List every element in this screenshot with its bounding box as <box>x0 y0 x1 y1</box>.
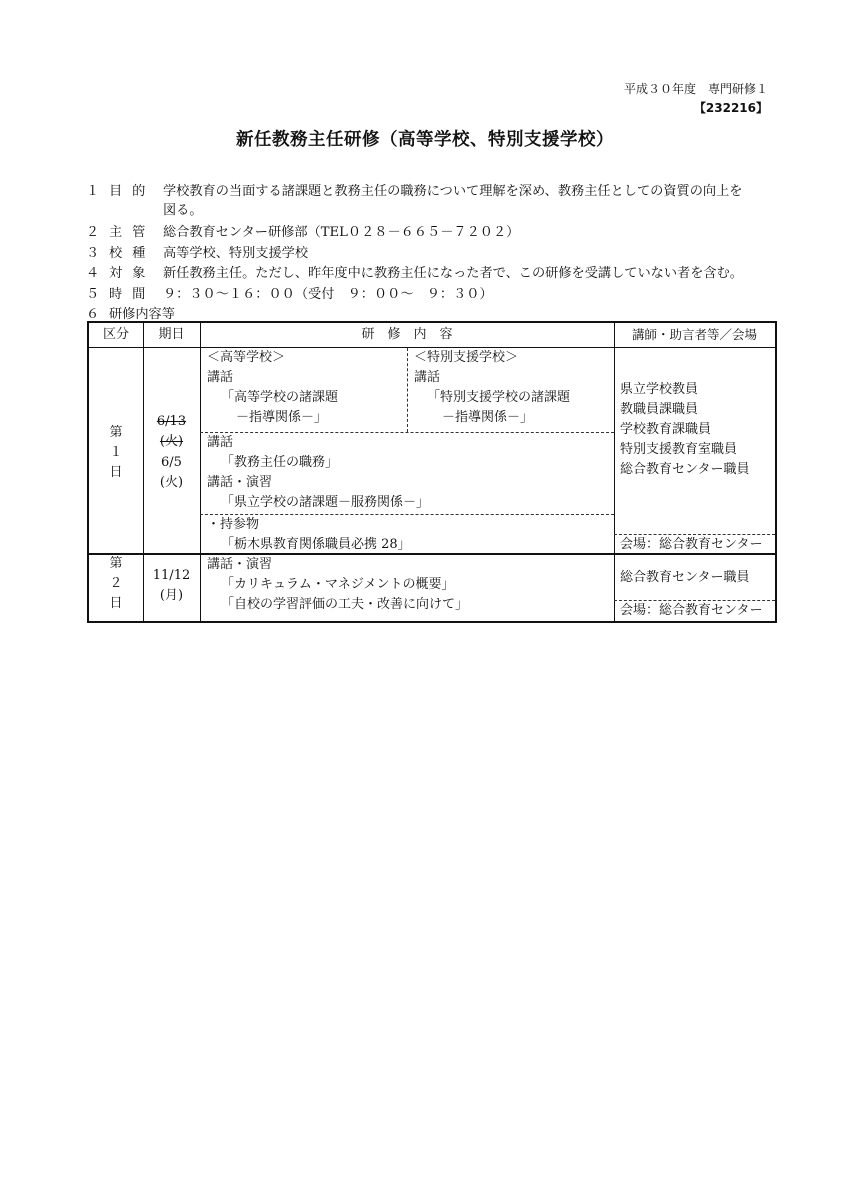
header-date: 期日 <box>158 327 185 342</box>
special-school-title: 「特別支援学校の諸課題 <box>427 390 571 405</box>
day2-label-2: ２ <box>109 576 123 591</box>
special-school-label: ＜特別支援学校＞ <box>414 350 519 365</box>
header-content: 研 修 内 容 <box>361 327 453 342</box>
item-number: ５ <box>86 287 100 302</box>
day2-lecturer-1: 総合教育センター職員 <box>620 570 750 585</box>
item-text: 新任教務主任。ただし、昨年度中に教務主任になった者で、この研修を受講していない者を含む。 <box>163 266 743 281</box>
header-kubun: 区分 <box>102 327 129 342</box>
item-key: 時間 <box>109 287 156 302</box>
item-text: 総合教育センター研修部（TEL０２８－６６５－７２０２） <box>163 225 520 240</box>
item-purpose-continuation: 図る。 <box>163 203 203 218</box>
bring-items-value: 「栃木県教育関係職員必携 28」 <box>221 537 411 552</box>
day1-old-weekday: (火) <box>159 434 184 449</box>
item-school-type <box>86 242 308 261</box>
common-lecture-2: 講話・演習 <box>207 475 273 490</box>
item-number: ３ <box>86 246 100 261</box>
day1-lecturer-4: 特別支援教育室職員 <box>620 442 738 457</box>
item-number: １ <box>86 184 100 199</box>
item-time <box>86 283 493 302</box>
item-content-heading <box>86 303 175 322</box>
day2-lecture-title-1: 「カリキュラム・マネジメントの概要」 <box>221 577 455 592</box>
item-text: 高等学校、特別支援学校 <box>163 246 309 261</box>
item-key: 対象 <box>109 266 156 281</box>
high-school-title: 「高等学校の諸課題 <box>221 390 339 405</box>
day1-lecturer-2: 教職員課職員 <box>620 402 699 417</box>
course-code: 【232216】 <box>693 101 768 115</box>
day1-label-1: 第 <box>109 425 123 440</box>
day1-label-3: 日 <box>109 465 123 480</box>
page-title: 新任教務主任研修（高等学校、特別支援学校） <box>236 130 614 150</box>
day1-lecturer-3: 学校教育課職員 <box>620 422 712 437</box>
item-purpose <box>86 180 742 199</box>
day1-venue: 会場：総合教育センター <box>620 537 763 552</box>
special-school-type: 講話 <box>414 370 441 385</box>
item-text: 学校教育の当面する諸課題と教務主任の職務について理解を深め、教務主任としての資質の向上を <box>163 184 743 199</box>
item-number: ６ <box>86 307 100 322</box>
day2-venue: 会場：総合教育センター <box>620 603 763 618</box>
item-number: ２ <box>86 225 100 240</box>
day2-weekday: (月) <box>159 588 184 603</box>
day2-date: 11/12 <box>152 568 191 583</box>
day2-label-3: 日 <box>109 596 123 611</box>
item-number: ４ <box>86 266 100 281</box>
item-target <box>86 262 743 281</box>
common-lecture-1: 講話 <box>207 435 234 450</box>
day2-label-1: 第 <box>109 556 123 571</box>
item-text: 研修内容等 <box>109 307 175 322</box>
item-text: ９：３０～１６：００（受付 ９：００～ ９：３０） <box>163 287 493 302</box>
day1-lecturer-5: 総合教育センター職員 <box>620 462 750 477</box>
day1-label-2: １ <box>109 445 123 460</box>
item-organizer <box>86 221 519 240</box>
special-school-sub: －指導関係－」 <box>442 410 534 425</box>
year-label: 平成３０年度 専門研修１ <box>623 82 768 96</box>
day1-weekday: (火) <box>159 475 184 490</box>
common-lecture-1-title: 「教務主任の職務」 <box>221 455 339 470</box>
common-lecture-2-title: 「県立学校の諸課題－服務関係－」 <box>221 495 430 510</box>
day1-date: 6/5 <box>161 455 182 470</box>
day2-lecture-type: 講話・演習 <box>207 557 273 572</box>
high-school-label: ＜高等学校＞ <box>207 350 286 365</box>
bring-items-label: ・持参物 <box>207 517 260 532</box>
day1-old-date: 6/13 <box>156 414 187 429</box>
training-schedule-table <box>87 321 777 623</box>
item-key: 目的 <box>109 184 156 199</box>
item-key: 校種 <box>109 246 156 261</box>
header-lecturer: 講師・助言者等／会場 <box>631 327 757 342</box>
high-school-sub: －指導関係－」 <box>236 410 328 425</box>
high-school-type: 講話 <box>207 370 234 385</box>
day1-lecturer-1: 県立学校教員 <box>620 382 699 397</box>
item-key: 主管 <box>109 225 156 240</box>
day2-lecture-title-2: 「自校の学習評価の工夫・改善に向けて」 <box>221 597 469 612</box>
